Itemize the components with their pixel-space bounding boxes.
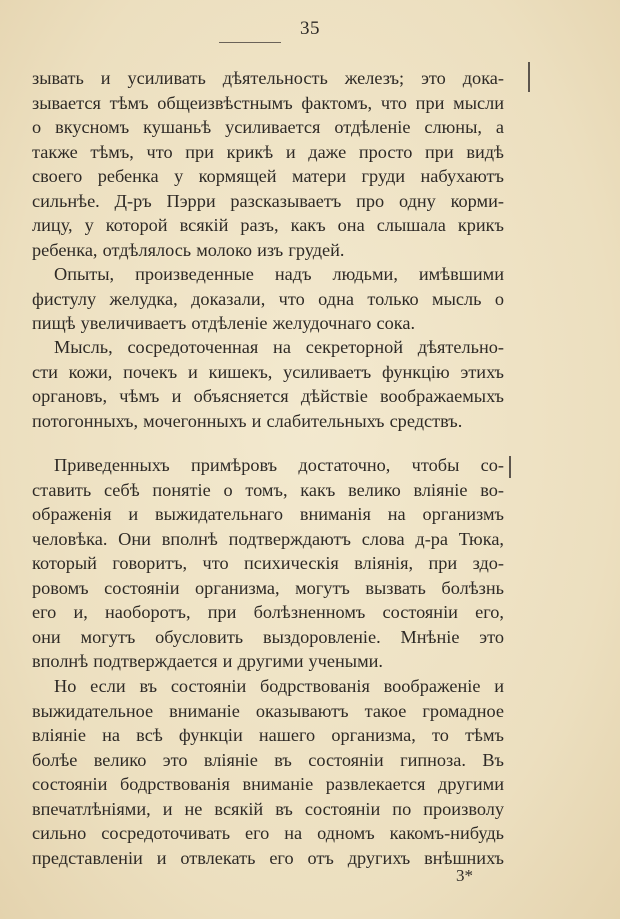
text-line: сти кожи, почекъ и кишекъ, усиливаетъ функцію этихъ — [32, 361, 504, 382]
paragraph — [32, 335, 504, 433]
paragraph — [32, 262, 504, 336]
page-number: 35 — [300, 18, 320, 39]
text-line: Приведенныхъ примѣровъ достаточно, чтобы со- — [54, 455, 504, 475]
text-line: Мысль, сосредоточенная на секреторной дѣятельно- — [54, 337, 504, 357]
text-line: своего ребенка у кормящей матери груди набухаютъ — [32, 166, 504, 186]
text-line: ставить себѣ понятіе о томъ, какъ велико вліяніе во- — [32, 479, 504, 500]
text-line: зывается тѣмъ общеизвѣстнымъ фактомъ, что при мысли — [32, 92, 504, 113]
page-number-rule — [219, 42, 281, 43]
text-line: потогонныхъ, мочегонныхъ и слабительныхъ средствъ. — [32, 410, 463, 431]
text-line: ображенія и выжидательнаго вниманія на организмъ — [32, 504, 504, 524]
paragraph — [32, 674, 504, 870]
text-line: состояніи бодрствованія вниманіе развлекается другими — [32, 774, 504, 794]
text-line: они могутъ обусловить выздоровленіе. Мнѣніе это — [32, 626, 504, 647]
text-line: о вкусномъ кушаньѣ усиливается отдѣленіе слюны, а — [32, 117, 504, 137]
margin-mark — [528, 62, 530, 92]
text-line: сильно сосредоточивать его на одномъ какомъ-нибудь — [32, 823, 504, 843]
text-line: Но если въ состояніи бодрствованія воображеніе и — [54, 676, 504, 696]
margin-mark — [509, 456, 511, 478]
text-line: пищѣ увеличиваетъ отдѣленіе желудочнаго сока. — [32, 313, 416, 333]
paragraph — [32, 66, 504, 262]
text-line: лицу, у которой всякій разъ, какъ она слышала крикъ — [32, 215, 504, 235]
text-line: ровомъ состояніи организма, могутъ вызвать болѣзнь — [32, 577, 504, 598]
text-line: представленіи и отвлекать его отъ другихъ внѣшнихъ — [32, 847, 504, 868]
text-line: человѣка. Они вполнѣ подтверждаютъ слова д-ра Тюка, — [32, 528, 504, 549]
paragraph — [32, 453, 504, 674]
text-line: ребенка, отдѣлялось молоко изъ грудей. — [32, 239, 345, 260]
text-line: болѣе велико это вліяніе въ состояніи гипноза. Въ — [32, 749, 504, 770]
text-line: выжидательное вниманіе оказываютъ такое громадное — [32, 700, 504, 721]
text-line: органовъ, чѣмъ и объясняется дѣйствіе воображаемыхъ — [32, 386, 504, 406]
text-line: фистулу желудка, доказали, что одна только мысль о — [32, 288, 504, 309]
text-line: также тѣмъ, что при крикѣ и даже просто при видѣ — [32, 141, 504, 162]
signature-mark: 3* — [456, 866, 473, 885]
text-line: сильнѣе. Д-ръ Пэрри разсказываетъ про одну корми- — [32, 190, 504, 211]
text-line: впечатлѣніями, и не всякій въ состояніи по произволу — [32, 798, 504, 819]
text-line: его и, наоборотъ, при болѣзненномъ состояніи его, — [32, 602, 504, 622]
text-line: вполнѣ подтверждается и другими учеными. — [32, 651, 383, 671]
text-line: зывать и усиливать дѣятельность железъ; это дока- — [32, 68, 504, 88]
text-line: который говоритъ, что психическія вліянія, при здо- — [32, 553, 504, 573]
text-line: вліяніе на всѣ функціи нашего организма, то тѣмъ — [32, 725, 504, 745]
text-line: Опыты, произведенные надъ людьми, имѣвшими — [54, 264, 504, 284]
